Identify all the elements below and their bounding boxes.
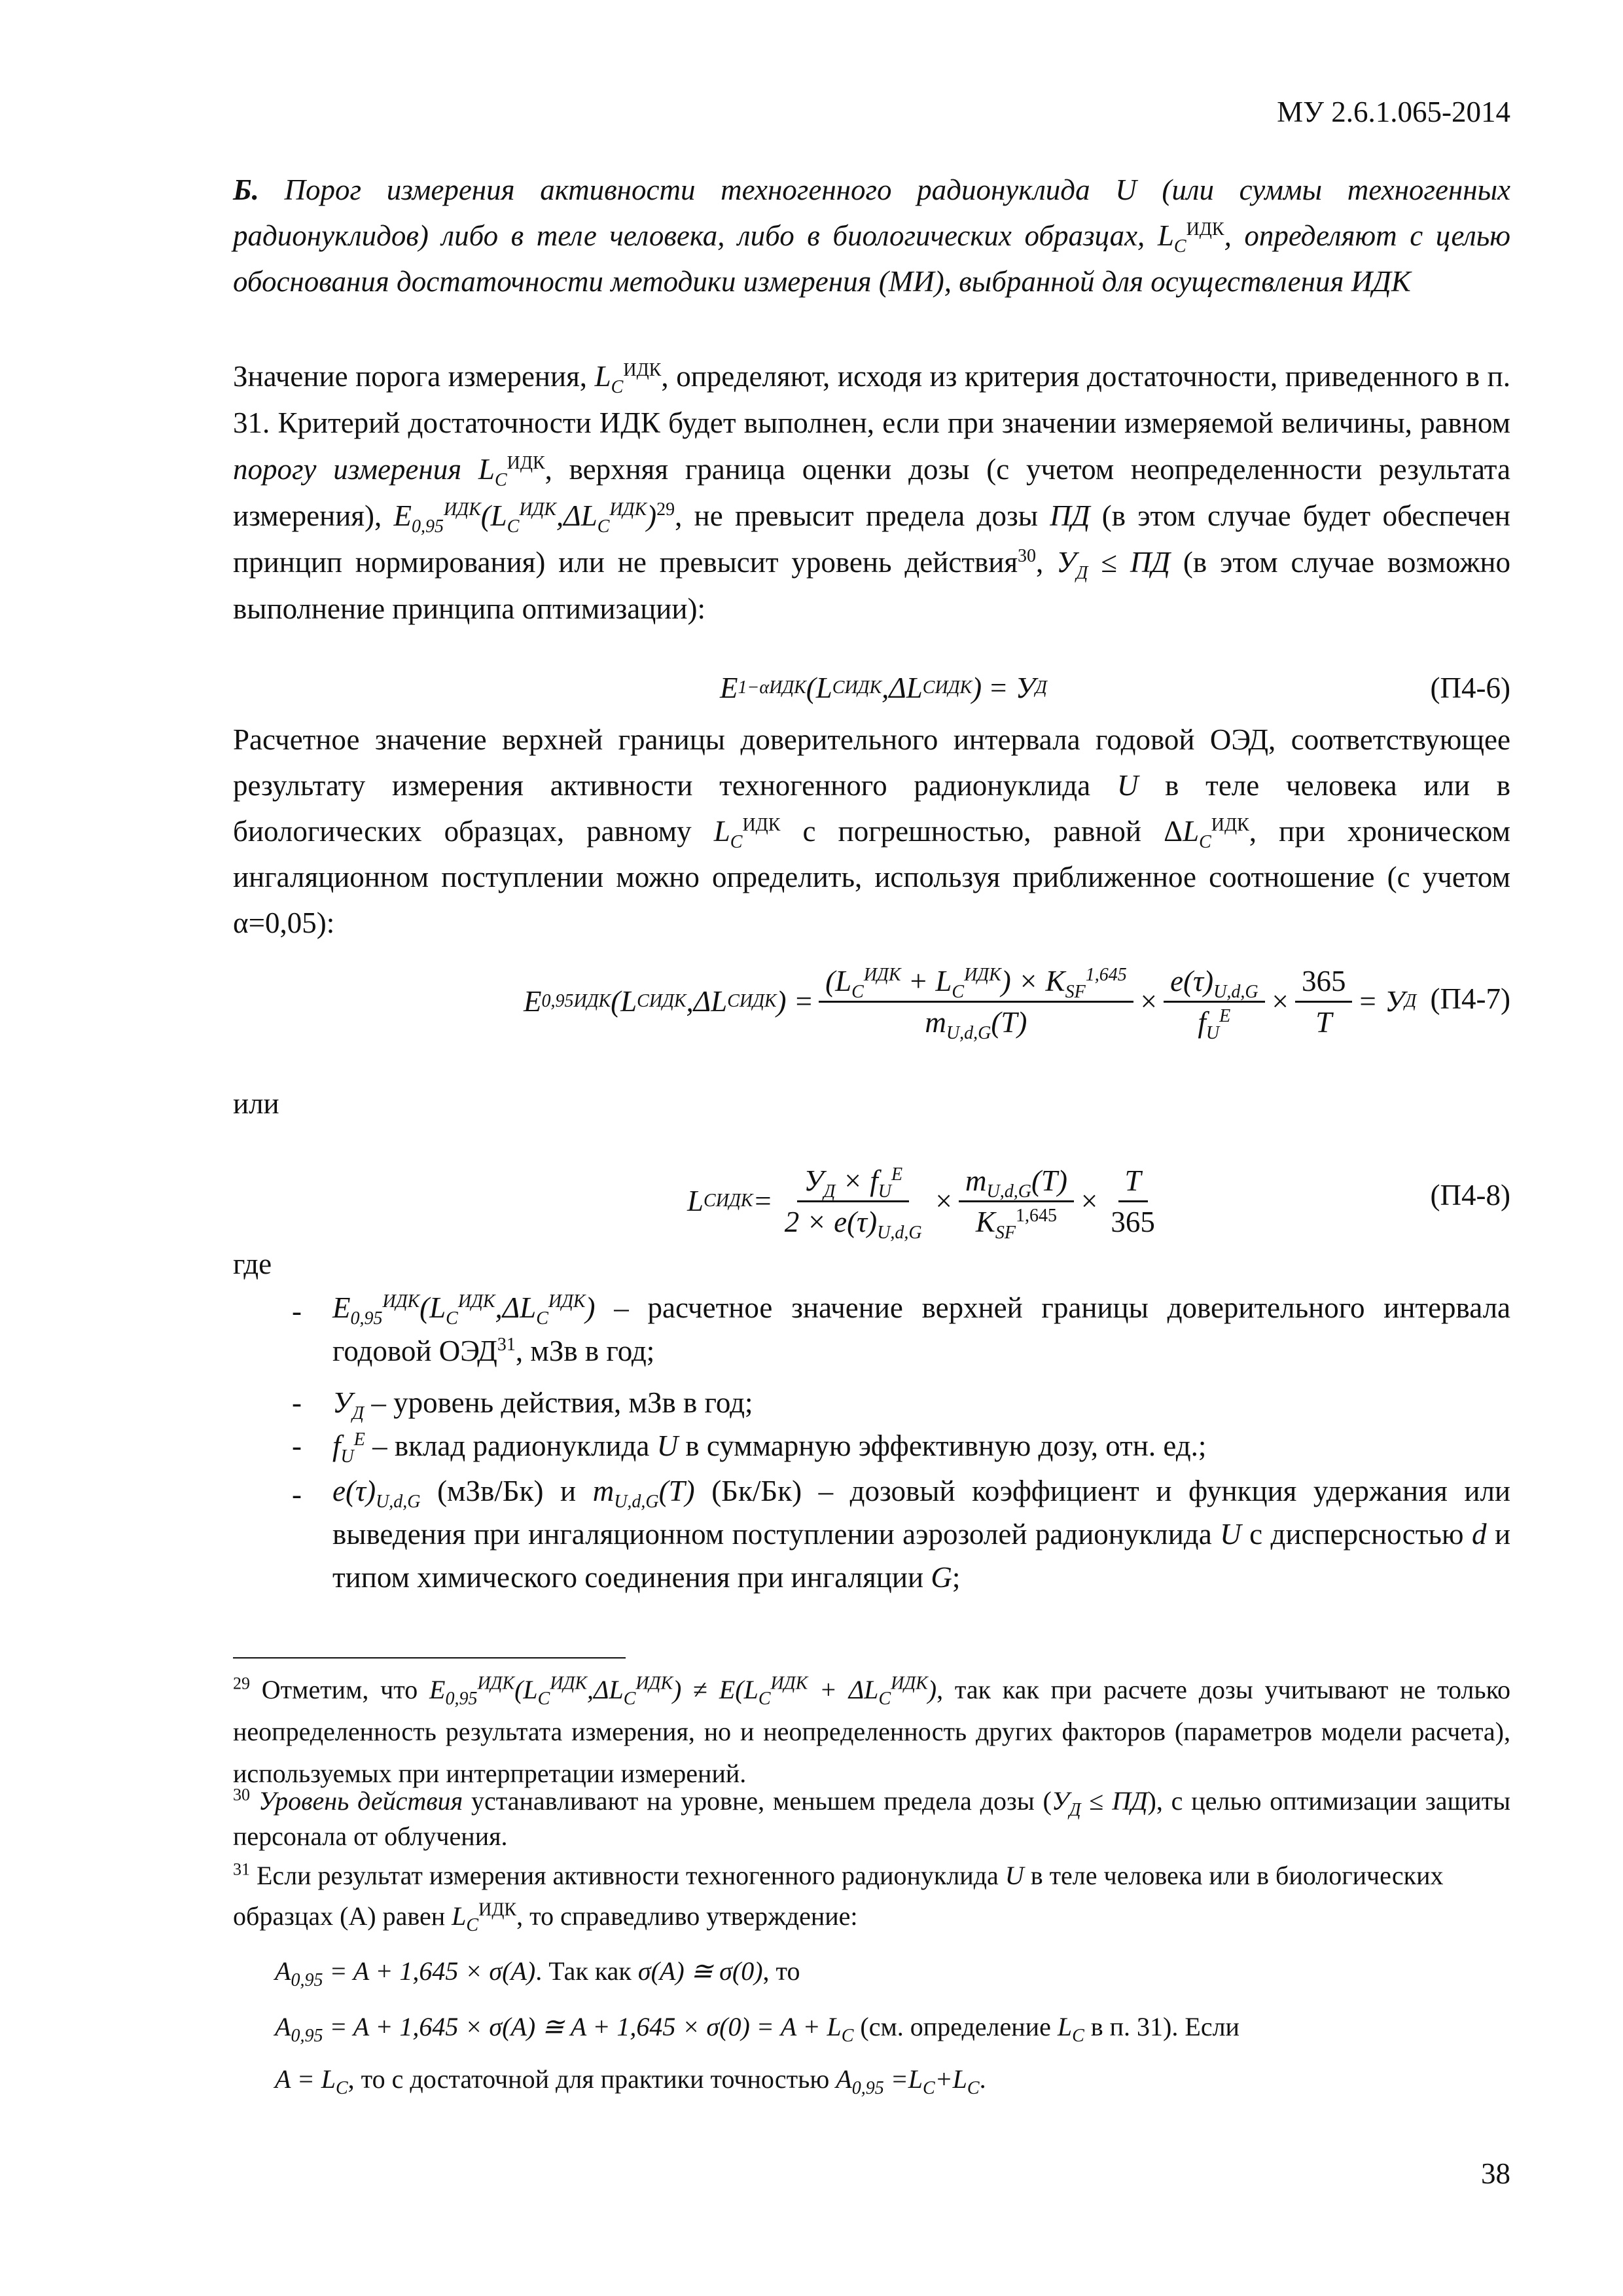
footnote-30: $^{30}$ Уровень действия устанавливают на уровне, меньшем предела дозы $(У_Д \le ПД)$, с целью оптимизации защиты персонала от облучения. [233, 1785, 1511, 1851]
para1-text-6: (в этом случае будет обеспечен принцип нормирования) или не превысит уровень действия [233, 499, 1510, 579]
fraction-1: $\frac{(L_C^{ИДК} + L_C^{ИДК}) \times K_{SF}^{1,645}}{m_{U,d,G}(T)}$ [819, 964, 1133, 1039]
equation-number-p4-8: (П4-8) [1430, 1179, 1510, 1211]
upper-dose-expression: $E_{0,95}^{ИДК}(L_C^{ИДК},\Delta L_C^{ИДК})^{29}$ [393, 499, 675, 537]
section-b-paragraph [233, 167, 1510, 304]
fraction-3: $\frac{365}{T}$ [1295, 964, 1353, 1039]
lc-symbol: $L_C^{ИДК}$ [1157, 219, 1224, 257]
footnote-ref-30: 30 [1018, 546, 1037, 566]
page-number: 38 [1481, 2157, 1510, 2190]
para1-text-2: , определяют, исходя из критерия достаточности, приведенного в п. 31. Критерий достаточности ИДК будет выполнен, если при значении измеряемой величины, равном [233, 360, 1510, 439]
fraction-1: $\frac{У_Д \times f_U^E}{2 \times e(\tau)_{U,d,G}}$ [784, 1164, 922, 1243]
fraction-2: $\frac{m_{U,d,G}(T)}{K_{SF}^{1,645}}$ [959, 1164, 1074, 1239]
para2-text-4: , при хроническом ингаляционном поступлении можно определить, используя приближенное соотношение (с учетом α=0,05): [233, 815, 1510, 939]
dose-limit-symbol: ПД [1050, 499, 1090, 532]
footnote-31-line-2: $A_{0,95} = A + 1,645 \times \sigma(A)$ ≅ $A + 1,645 \times \sigma(0) = A + L_C$ (см. определение $L_C$ в п. 31). Если [275, 2012, 1240, 2046]
para2-text-2: в теле человека или в биологических образцах, равному [233, 769, 1511, 848]
delta-lc-symbol: $\Delta L_C^{ИДК}$ [1164, 815, 1249, 852]
or-word: или [233, 1087, 279, 1120]
para2-text-1: Расчетное значение верхней границы доверительного интервала годовой ОЭД, соответствующее результату измерения активности техногенного радионуклида [233, 723, 1510, 802]
bullet-dash: - [292, 1295, 302, 1327]
paragraph-calculation: Расчетное значение верхней границы доверительного интервала годовой ОЭД, соответствующее результату измерения активности техногенного радионуклида U в теле человека или в биологических образцах, равному $L_C^{ИДК}$ с погрешностью, равной $\Delta L_C^{ИДК}$, при хроническом ингаляционном поступлении можно определить, используя приближенное соотношение (с учетом α=0,05): [233, 723, 1511, 939]
section-b-text-1: Порог измерения активности техногенного радионуклида [284, 173, 1090, 206]
document-code: МУ 2.6.1.065-2014 [1277, 96, 1510, 128]
footnote-31: $^{31}$ Если результат измерения активности техногенного радионуклида U в теле человека или в биологических образцах (А) равен $L_C^{ИДК}$, то справедливо утверждение: [233, 1859, 1444, 1935]
bullet-dash: - [292, 1386, 302, 1419]
bullet-item-4: $e(\tau)_{U,d,G}$ (мЗв/Бк) и $m_{U,d,G}(T)$ (Бк/Бк) – дозовый коэффициент и функция удержания или выведения при ингаляционном поступлении аэрозолей радионуклида U с дисперсностью d и типом химического соединения при ингаляции G; [332, 1475, 1511, 1594]
section-b-text-2: (или суммы техногенных радионуклидов) либо в теле человека, либо в биологических образцах, [233, 173, 1511, 252]
bullet-dash: - [292, 1478, 302, 1511]
section-b-marker: Б. [233, 173, 259, 206]
lc-symbol: $L_C^{ИДК}$ [594, 360, 662, 397]
para1-threshold-italic: порогу измерения [233, 453, 462, 486]
section-b-text-3: , определяют с целью обоснования достаточности методики измерения (МИ), выбранной для осуществления ИДК [233, 219, 1511, 298]
footnote-31-line-3: $A = L_C$, то с достаточной для практики точностью $A_{0,95} =L_C+L_C$. [275, 2064, 986, 2098]
footnote-separator [233, 1657, 626, 1659]
action-level-inequality: $У_Д$ ≤ ПД [1056, 546, 1170, 583]
equation-p4-7: E 0,95 ИДК (L C ИДК ,ΔL C ИДК ) = $\frac{(L_C^{ИДК} + L_C^{ИДК}) \times K_{SF}^{1,645}}{m_{U,d,G}(T)}$ × $\frac{e(\tau)_{U,d,G}}{f_U^E}$ × $\frac{365}{T}$ = У Д [524, 964, 1417, 1043]
para1-text-5: , не превысит предела дозы [675, 499, 1038, 532]
footnote-31-line-1: $A_{0,95} = A + 1,645 \times \sigma(A)$. Так как σ(A) ≅ σ(0), то [275, 1956, 800, 1990]
equation-p4-6: E 1−α ИДК (L C ИДК ,ΔL C ИДК ) = У Д [720, 672, 1047, 704]
para1-text-8: (в этом случае возможно выполнение принципа оптимизации): [233, 546, 1511, 625]
bullet-item-3: $f_U^E$ – вклад радионуклида U в суммарную эффективную дозу, отн. ед.; [332, 1429, 1207, 1467]
fraction-2: $\frac{e(\tau)_{U,d,G}}{f_U^E}$ [1164, 964, 1265, 1039]
para1-text-4: , верхняя граница оценки дозы (с учетом неопределенности результата измерения), [233, 453, 1510, 532]
section-b-u: U [1115, 173, 1137, 206]
lc-symbol: $L_C^{ИДК}$ [478, 453, 545, 490]
bullet-dash: - [292, 1429, 302, 1462]
equation-p4-8: L C ИДК = $\frac{У_Д \times f_U^E}{2 \times e(\tau)_{U,d,G}}$ × $\frac{m_{U,d,G}(T)}{K_{SF}^{1,645}}$ × $\frac{T}{365}$ [687, 1155, 1167, 1247]
equation-number-p4-6: (П4-6) [1430, 672, 1510, 704]
para1-text-1: Значение порога измерения, [233, 360, 588, 393]
lc-symbol: $L_C^{ИДК}$ [713, 815, 781, 852]
para2-text-3: с погрешностью, равной [802, 815, 1142, 848]
where-word: где [233, 1247, 272, 1280]
fraction-3: $\frac{T}{365}$ [1111, 1164, 1155, 1238]
paragraph-threshold: Значение порога измерения, $L_C^{ИДК}$, определяют, исходя из критерия достаточности, приведенного в п. 31. Критерий достаточности ИДК будет выполнен, если при значении измеряемой величины, равном порогу измерения $L_C^{ИДК}$, верхняя граница оценки дозы (с учетом неопределенности результата измерения), $E_{0,95}^{ИДК}(L_C^{ИДК},\Delta L_C^{ИДК})^{29}$, не превысит предела дозы ПД (в этом случае будет обеспечен принцип нормирования) или не превысит уровень действия$^{30}$, $У_Д$ ≤ ПД (в этом случае возможно выполнение принципа оптимизации): [233, 360, 1511, 625]
bullet-item-1: $E_{0,95}^{ИДК}(L_C^{ИДК},\Delta L_C^{ИДК})$ – расчетное значение верхней границы доверительного интервала годовой ОЭД$^{31}$, мЗв в год; [332, 1291, 1511, 1367]
bullet-item-2: $У_Д$ – уровень действия, мЗв в год; [332, 1386, 753, 1424]
equation-number-p4-7: (П4-7) [1430, 982, 1510, 1015]
footnote-29: $^{29}$ Отметим, что $E_{0,95}^{ИДК}(L_C^{ИДК},\Delta L_C^{ИДК}) \ne E(L_C^{ИДК} + \Delta L_C^{ИДК})$, так как при расчете дозы учитывают не только неопределенность результата измерения, но и неопределенность других факторов (параметров модели расчета), используемых при интерпретации измерений. [233, 1673, 1511, 1788]
